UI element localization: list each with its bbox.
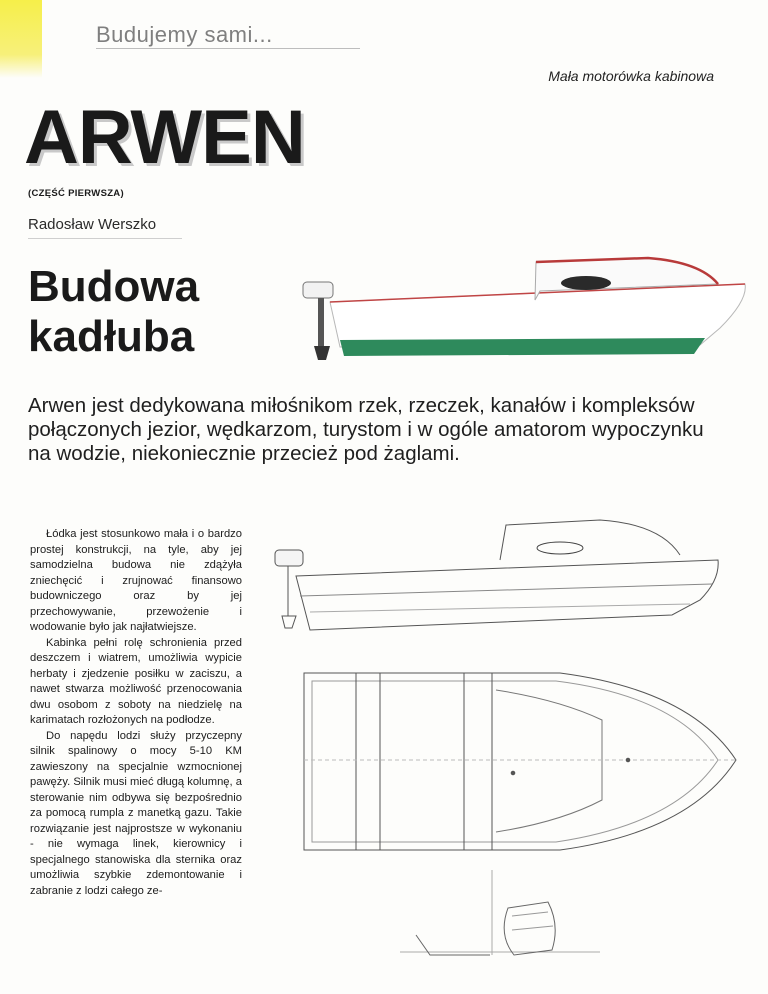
article-title: ARWEN bbox=[24, 95, 305, 180]
part-label: (CZĘŚĆ PIERWSZA) bbox=[28, 188, 124, 199]
boat-color-side-view bbox=[303, 258, 745, 360]
author-name: Radosław Werszko bbox=[28, 216, 157, 233]
body-paragraph: Łódka jest stosunkowo mała i o bardzo prostej konstrukcji, na tyle, aby jej samodzielna budowa nie zdążyła zniechęcić i zrujnować finansowo budowniczego oraz by jej przechowywanie, przewożenie i wodowanie było jak najłatwiejsze. bbox=[30, 528, 242, 633]
lead-paragraph: Arwen jest dedykowana miłośnikom rzek, rzeczek, kanałów i kompleksów połączonych jezior, wędkarzom, turystom i w ogóle amatorom wypoczynku na wodzie, niekoniecznie przecież pod żaglami. bbox=[28, 394, 704, 465]
headline-line-1: Budowa bbox=[28, 262, 200, 311]
article-subtitle: Mała motorówka kabinowa bbox=[548, 68, 714, 84]
headline-line-2: kadłuba bbox=[28, 312, 195, 361]
boat-line-side-view bbox=[275, 520, 718, 630]
section-header: Budujemy sami... bbox=[96, 22, 273, 47]
boat-plan-view bbox=[304, 673, 736, 850]
cabin-window-icon bbox=[561, 276, 611, 290]
body-paragraph: Do napędu lodzi służy przyczepny silnik spalinowy o mocy 5-10 KM zawieszony na specjalnie wzmocnionej pawęży. Silnik musi mieć długą kolumnę, a sterowanie nim odbywa się bezpośrednio za pomocą rumpla z manetką gazu. Takie rozwiązanie jest najprostsze w wykonaniu - nie wymaga linek, kierownicy i specjalnego stanowiska dla sternika oraz umożliwia szybkie zdemontowanie i zabranie z lodzi całego ze- bbox=[30, 729, 242, 897]
body-paragraph: Kabinka pełni rolę schronienia przed deszczem i wiatrem, umożliwia wypicie herbaty i zjedzenie posiłku w zaciszu, a nawet stwarza możliwość przenocowania dwu osobom z soboty na niedzielę na karimatach rozłożonych na podłodze. bbox=[30, 636, 242, 726]
boat-section-view bbox=[400, 870, 600, 955]
